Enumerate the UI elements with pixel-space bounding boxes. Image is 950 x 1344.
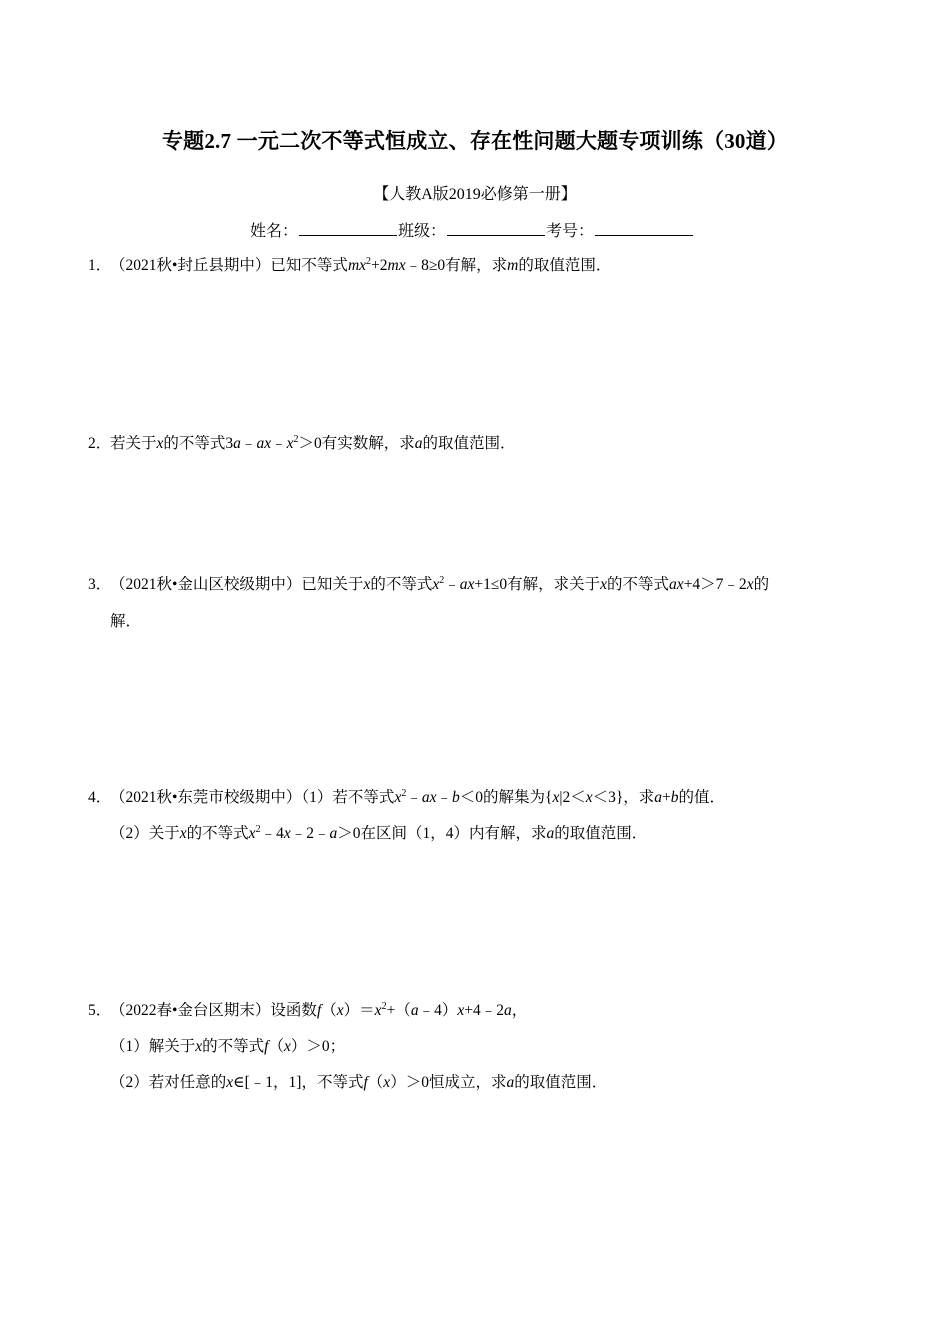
question-text: ﹣4）	[418, 1002, 458, 1019]
question-text: 若关于	[110, 435, 157, 452]
question-text: 的值．	[678, 789, 726, 806]
math-var: ax	[421, 789, 437, 806]
math-var: a	[414, 435, 423, 452]
document-subtitle: 【人教A版2019必修第一册】	[373, 186, 577, 203]
math-exponent: 2	[255, 824, 261, 835]
question-number: 3．	[88, 576, 112, 593]
question-text: 解．	[110, 613, 142, 630]
math-var: ax	[669, 576, 684, 593]
math-var: x	[585, 789, 593, 806]
question-text: ﹣	[271, 435, 287, 452]
question-text: 的不等式3	[163, 435, 234, 452]
math-var: x	[286, 435, 294, 452]
question-text: （1）解关于	[110, 1038, 196, 1055]
math-var: x	[248, 825, 256, 842]
math-var: ax	[459, 576, 475, 593]
question-text: +	[662, 789, 671, 806]
math-var: x	[363, 576, 371, 593]
exam-no-blank[interactable]	[595, 221, 693, 236]
question-1	[88, 256, 611, 276]
question-number: 5．	[88, 1002, 112, 1019]
question-text: 的取值范围．	[554, 825, 648, 842]
math-var: x	[226, 1074, 234, 1091]
question-3	[88, 575, 769, 595]
math-var: x	[746, 576, 754, 593]
math-var: b	[670, 789, 679, 806]
question-text: 的取值范围．	[518, 257, 612, 274]
question-number: 1．	[88, 257, 112, 274]
question-text: ∈[﹣1，1]，不等式	[233, 1074, 364, 1091]
question-text: ﹣	[436, 789, 452, 806]
math-var: a	[329, 825, 338, 842]
math-var: a	[654, 789, 663, 806]
question-text: ）＝	[343, 1002, 375, 1019]
question-text: ）＞0恒成立，求	[390, 1074, 507, 1091]
question-text: （2021秋•封丘县期中）已知不等式	[110, 257, 348, 274]
question-text: ﹣8≥0有解，求	[405, 257, 508, 274]
math-var: x	[284, 1038, 291, 1055]
question-text: （2021秋•东莞市校级期中）（1）若不等式	[110, 789, 395, 806]
question-text: +1≤0有解，求关于	[474, 576, 601, 593]
question-2	[88, 434, 516, 454]
math-var: x	[552, 789, 560, 806]
question-text: 的取值范围．	[422, 435, 516, 452]
question-text: ﹣4	[260, 825, 284, 842]
math-var: x	[600, 576, 608, 593]
question-5	[88, 1001, 527, 1021]
question-text: ＞0在区间（1，4）内有解，求	[337, 825, 547, 842]
math-var: b	[452, 789, 460, 806]
question-text: ﹣2﹣	[290, 825, 330, 842]
math-var: x	[179, 825, 187, 842]
question-text: ＜0的解集为{	[459, 789, 553, 806]
class-blank[interactable]	[447, 221, 545, 236]
question-text: ）＞0；	[290, 1038, 346, 1055]
question-text: 的不等式	[607, 576, 670, 593]
question-text: （2）若对任意的	[110, 1074, 227, 1091]
question-5-part-2	[110, 1073, 607, 1093]
math-var: a	[506, 1074, 515, 1091]
math-var: a	[233, 435, 241, 452]
question-number: 4．	[88, 789, 112, 806]
math-var: f	[264, 1038, 269, 1055]
question-text: ﹣	[240, 435, 257, 452]
question-text: （2022春•金台区期末）设函数	[110, 1002, 317, 1019]
question-text: 的不等式	[370, 576, 433, 593]
math-var: ax	[256, 435, 272, 452]
math-exponent: 2	[381, 1001, 387, 1012]
question-text: |2＜	[559, 789, 586, 806]
math-var: f	[316, 1002, 322, 1019]
question-text: +4＞7﹣2	[683, 576, 747, 593]
math-var: x	[457, 1002, 465, 1019]
class-label: 班级：	[398, 223, 447, 240]
math-var: f	[363, 1074, 368, 1091]
document-title: 专题2.7 一元二次不等式恒成立、存在性问题大题专项训练（30道）	[161, 129, 789, 153]
question-4-part-2	[110, 824, 647, 844]
question-text: ，	[511, 1002, 528, 1019]
math-var: x	[374, 1002, 382, 1019]
question-text: （	[367, 1074, 384, 1091]
name-label: 姓名：	[250, 223, 299, 240]
math-var: x	[383, 1074, 391, 1091]
question-text: 的不等式	[186, 825, 249, 842]
question-text: 的	[753, 576, 770, 593]
math-exponent: 2	[293, 434, 299, 445]
math-var: x	[432, 576, 440, 593]
question-text: ＜3}，求	[592, 789, 655, 806]
question-text: （2）关于	[110, 825, 180, 842]
question-text: 的取值范围．	[514, 1074, 608, 1091]
question-text: ﹣	[406, 789, 422, 806]
question-text: （	[268, 1038, 284, 1055]
exam-no-label: 考号：	[546, 223, 595, 240]
student-info-line	[250, 218, 694, 241]
question-4	[88, 788, 725, 808]
math-exponent: 2	[366, 256, 372, 267]
name-blank[interactable]	[299, 221, 397, 236]
question-text: ＞0有实数解，求	[298, 435, 415, 452]
math-var: x	[394, 789, 402, 806]
question-text: ﹣	[444, 576, 460, 593]
math-var: a	[503, 1002, 512, 1019]
math-var: m	[507, 257, 519, 274]
question-3-continuation	[110, 612, 141, 632]
math-var: x	[336, 1002, 344, 1019]
math-var: x	[283, 825, 291, 842]
math-var: x	[156, 435, 164, 452]
question-5-part-1	[110, 1037, 345, 1057]
question-text: （	[321, 1002, 337, 1019]
math-var: x	[195, 1038, 203, 1055]
math-exponent: 2	[401, 788, 407, 799]
math-var: mx	[347, 257, 367, 274]
question-number: 2．	[88, 435, 112, 452]
math-var: a	[410, 1002, 419, 1019]
math-exponent: 2	[439, 575, 445, 586]
question-text: +2	[371, 257, 388, 274]
question-text: 的不等式	[202, 1038, 265, 1055]
question-text: +（	[386, 1002, 411, 1019]
math-var: mx	[387, 257, 406, 274]
math-var: a	[546, 825, 555, 842]
question-text: （2021秋•金山区校级期中）已知关于	[110, 576, 364, 593]
question-text: +4﹣2	[464, 1002, 504, 1019]
